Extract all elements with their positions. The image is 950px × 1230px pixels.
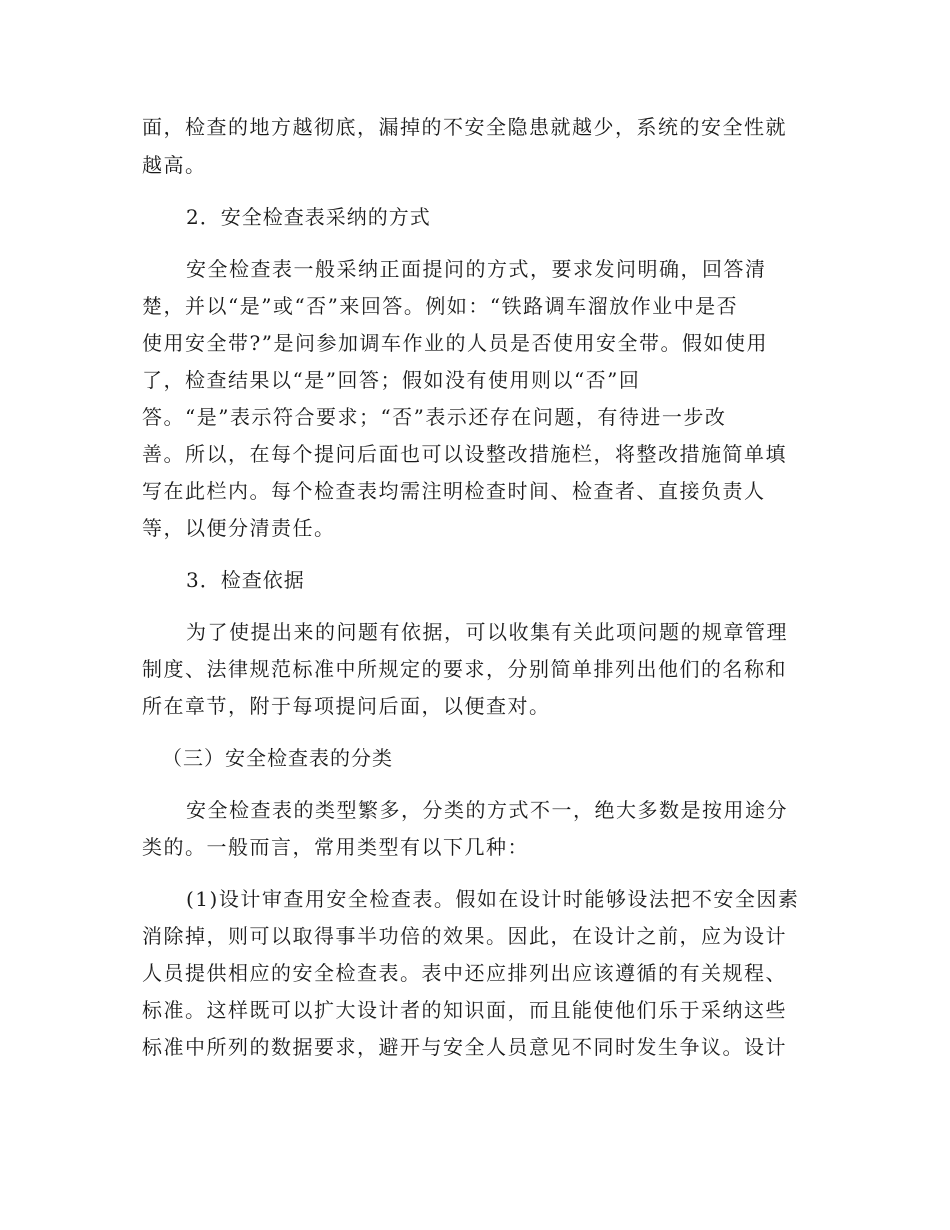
- paragraph-line: 安全检查表的类型繁多，分类的方式不一，绝大多数是按用途分: [186, 798, 788, 822]
- paragraph-line: 安全检查表一般采纳正面提问的方式，要求发问明确，回答清: [186, 257, 767, 281]
- paragraph-line: 类的。一般而言，常用类型有以下几种：: [142, 835, 529, 859]
- paragraph-line: 答。“是”表示符合要求；“否”表示还存在问题，有待进一步改: [142, 405, 727, 429]
- paragraph-line: 为了使提出来的问题有依据，可以收集有关此项问题的规章管理: [186, 620, 788, 644]
- paragraph-line: 所在章节，附于每项提问后面，以便查对。: [142, 694, 551, 718]
- paragraph-line: 越高。: [142, 153, 207, 177]
- paragraph-line: 制度、法律规范标准中所规定的要求，分别简单排列出他们的名称和: [142, 657, 787, 681]
- paragraph-line: 善。所以，在每个提问后面也可以设整改措施栏，将整改措施简单填: [142, 442, 787, 466]
- paragraph-line: 使用安全带?”是问参加调车作业的人员是否使用安全带。假如使用: [142, 331, 768, 355]
- section-heading: 2．安全检查表采纳的方式: [186, 205, 431, 229]
- paragraph-line: (1)设计审查用安全检查表。假如在设计时能够设法把不安全因素: [186, 887, 800, 911]
- paragraph-line: 标准中所列的数据要求，避开与安全人员意见不同时发生争议。设计: [142, 1035, 787, 1059]
- paragraph-line: 楚，并以“是”或“否”来回答。例如：“铁路调车溜放作业中是否: [142, 294, 739, 318]
- paragraph-line: 面，检查的地方越彻底，漏掉的不安全隐患就越少，系统的安全性就: [142, 115, 787, 139]
- paragraph-line: 写在此栏内。每个检查表均需注明检查时间、检查者、直接负责人: [142, 479, 766, 503]
- paragraph-line: 人员提供相应的安全检查表。表中还应排列出应该遵循的有关规程、: [142, 961, 787, 985]
- paragraph-line: 等，以便分清责任。: [142, 516, 336, 540]
- section-heading: 3．检查依据: [186, 568, 305, 592]
- paragraph-line: 了，检查结果以“是”回答；假如没有使用则以“否”回: [142, 368, 641, 392]
- paragraph-line: 标准。这样既可以扩大设计者的知识面，而且能使他们乐于采纳这些: [142, 998, 787, 1022]
- paragraph-line: 消除掉，则可以取得事半功倍的效果。因此，在设计之前，应为设计: [142, 924, 787, 948]
- subsection-heading: （三）安全检查表的分类: [162, 746, 393, 770]
